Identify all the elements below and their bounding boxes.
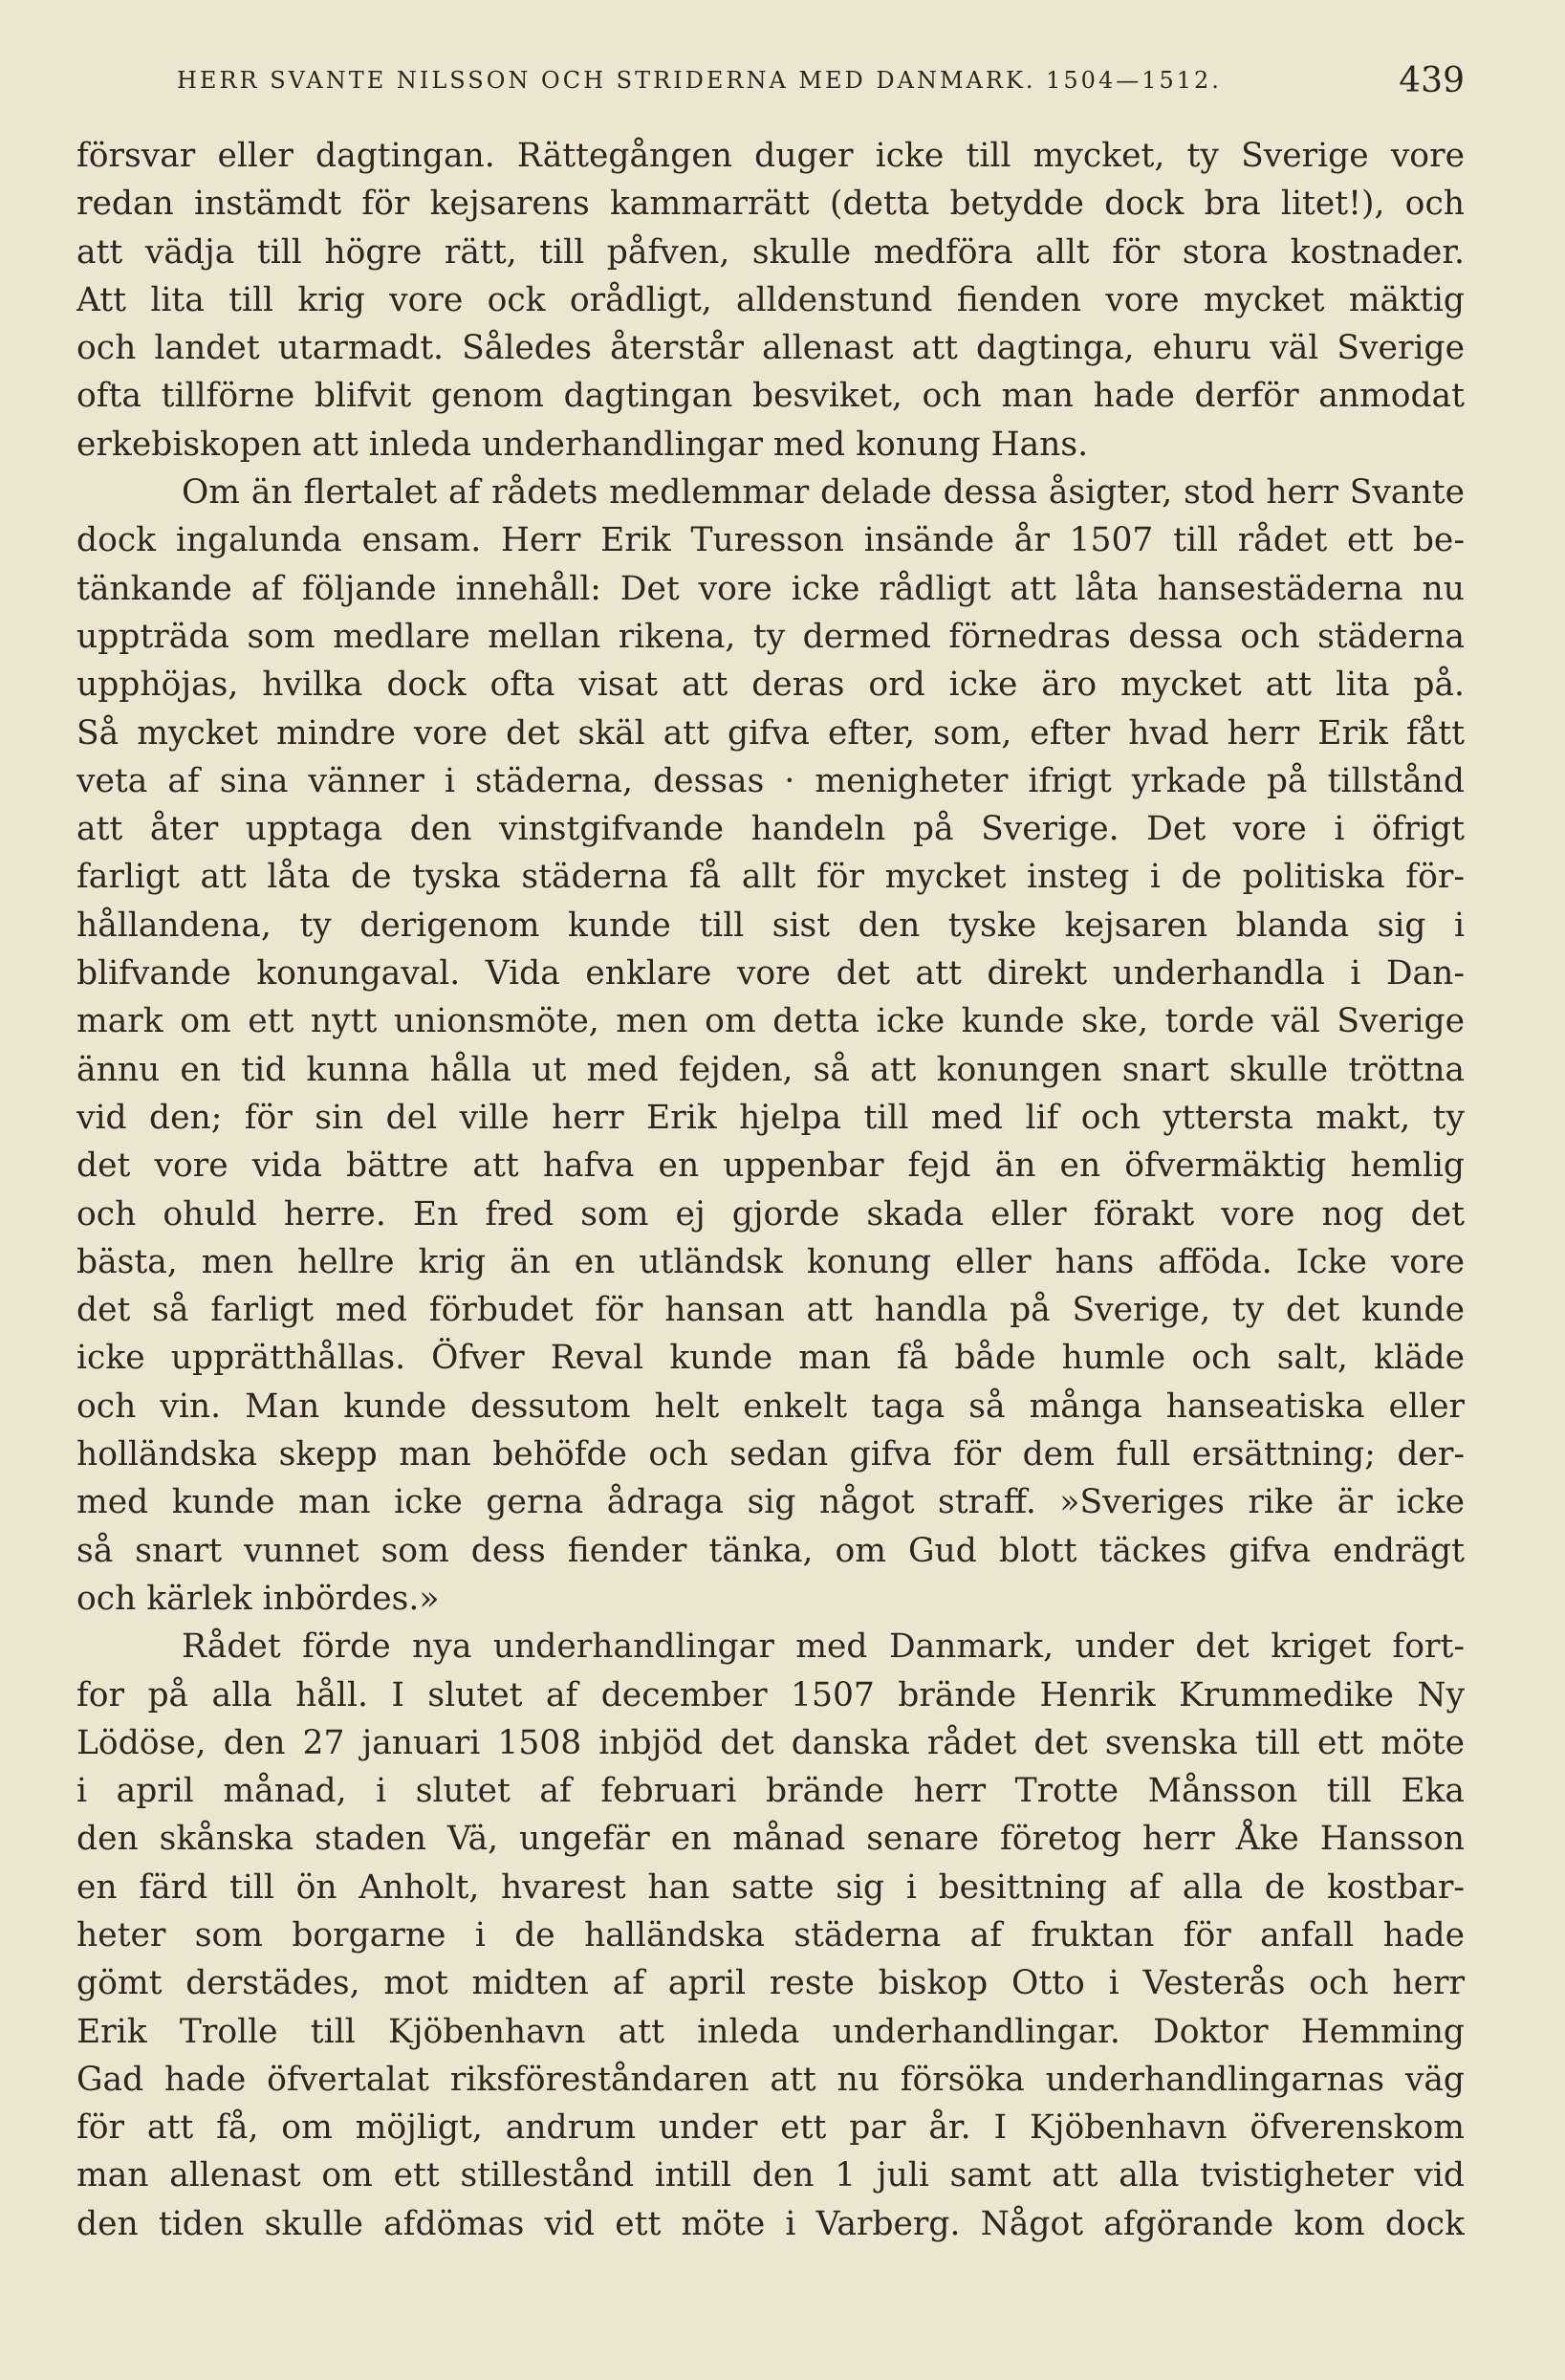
running-head: HERR SVANTE NILSSON OCH STRIDERNA MED DANMARK. 1504—1512. [177, 67, 1222, 94]
text-line: for på alla håll. I slutet af december 1507 brände Henrik Krummedike Ny [76, 1675, 1465, 1714]
text-line: uppträda som medlare mellan rikena, ty dermed förnedras dessa och städerna [76, 617, 1465, 656]
text-line: och ohuld herre. En fred som ej gjorde skada eller förakt vore nog det [76, 1194, 1465, 1234]
text-line: mark om ett nytt unionsmöte, men om detta icke kunde ske, torde väl Sverige [76, 1002, 1465, 1041]
text-line: Att lita till krig vore ock orådligt, alldenstund fienden vore mycket mäktig [76, 280, 1465, 319]
text-line: för att få, om möjligt, andrum under ett par år. I Kjöbenhavn öfverenskom [76, 2108, 1465, 2148]
page-header [76, 55, 1465, 113]
text-line: erkebiskopen att inleda underhandlingar med konung Hans. [76, 425, 1089, 464]
text-line: hållandena, ty derigenom kunde till sist den tyske kejsaren blanda sig i [76, 906, 1465, 945]
text-line: tänkande af följande innehåll: Det vore icke rådligt att låta hansestäderna nu [76, 569, 1465, 608]
text-line: Lödöse, den 27 januari 1508 inbjöd det danska rådet det svenska till ett möte [76, 1723, 1465, 1762]
text-line: i april månad, i slutet af februari brände herr Trotte Månsson till Eka [76, 1772, 1465, 1811]
text-line: holländska skepp man behöfde och sedan gifva för dem full ersättning; der- [76, 1435, 1465, 1474]
body-text [76, 132, 1465, 2248]
text-line: blifvande konungaval. Vida enklare vore det att direkt underhandla i Dan- [76, 954, 1465, 993]
text-line: upphöjas, hvilka dock ofta visat att deras ord icke äro mycket att lita på. [76, 666, 1465, 705]
text-line: och vin. Man kunde dessutom helt enkelt taga så många hanseatiska eller [76, 1387, 1465, 1426]
text-line: man allenast om ett stillestånd intill den 1 juli samt att alla tvistigheter vid [76, 2156, 1465, 2195]
text-line: redan instämdt för kejsarens kammarrätt (detta betydde dock bra litet!), och [76, 185, 1465, 224]
text-line: bästa, men hellre krig än en utländsk konung eller hans afföda. Icke vore [76, 1242, 1465, 1281]
text-line: med kunde man icke gerna ådraga sig något straff. »Sveriges rike är icke [76, 1483, 1465, 1522]
text-line: att vädja till högre rätt, till påfven, skulle medföra allt för stora kostnader. [76, 232, 1465, 272]
text-line: en färd till ön Anholt, hvarest han satte sig i besittning af alla de kostbar- [76, 1867, 1465, 1907]
paragraph-start-line: Rådet förde nya underhandlingar med Danmark, under det kriget fort- [182, 1627, 1465, 1667]
text-line: ännu en tid kunna hålla ut med fejden, så att konungen snart skulle tröttna [76, 1050, 1465, 1089]
text-line: Erik Trolle till Kjöbenhavn att inleda underhandlingar. Doktor Hemming [76, 2012, 1465, 2051]
text-line: vid den; för sin del ville herr Erik hjelpa till med lif och yttersta makt, ty [76, 1098, 1465, 1137]
page-number: 439 [1399, 61, 1465, 100]
text-line: det så farligt med förbudet för hansan att handla på Sverige, ty det kunde [76, 1291, 1465, 1330]
paragraph-start-line: Om än flertalet af rådets medlemmar delade dessa åsigter, stod herr Svante [182, 473, 1465, 513]
text-line: gömt derstädes, mot midten af april reste biskop Otto i Vesterås och herr [76, 1964, 1465, 2003]
text-line: försvar eller dagtingan. Rättegången duger icke till mycket, ty Sverige vore [76, 137, 1465, 175]
text-line: veta af sina vänner i städerna, dessas · menigheter ifrigt yrkade på tillstånd [76, 761, 1465, 800]
text-line: den skånska staden Vä, ungefär en månad senare företog herr Åke Hansson [76, 1820, 1465, 1859]
text-line: farligt att låta de tyska städerna få allt för mycket insteg i de politiska för- [76, 858, 1465, 897]
text-line: Gad hade öfvertalat riksföreståndaren att nu försöka underhandlingarnas väg [76, 2060, 1465, 2099]
text-line: att åter upptaga den vinstgifvande handeln på Sverige. Det vore i öfrigt [76, 810, 1465, 849]
text-line: dock ingalunda ensam. Herr Erik Turesson insände år 1507 till rådet ett be- [76, 521, 1465, 560]
text-line: så snart vunnet som dess fiender tänka, om Gud blott täckes gifva endrägt [76, 1531, 1465, 1570]
text-line: icke upprätthållas. Öfver Reval kunde man få både humle och salt, kläde [76, 1339, 1465, 1378]
text-line: heter som borgarne i de halländska städerna af fruktan för anfall hade [76, 1915, 1465, 1954]
text-line: den tiden skulle afdömas vid ett möte i Varberg. Något afgörande kom dock [76, 2204, 1465, 2243]
text-line: det vore vida bättre att hafva en uppenbar fejd än en öfvermäktig hemlig [76, 1146, 1465, 1186]
text-line: Så mycket mindre vore det skäl att gifva efter, som, efter hvad herr Erik fått [76, 713, 1465, 753]
text-line: och kärlek inbördes.» [76, 1579, 440, 1618]
text-line: ofta tillförne blifvit genom dagtingan besviket, och man hade derför anmodat [76, 377, 1465, 416]
text-line: och landet utarmadt. Således återstår allenast att dagtinga, ehuru väl Sverige [76, 329, 1465, 368]
